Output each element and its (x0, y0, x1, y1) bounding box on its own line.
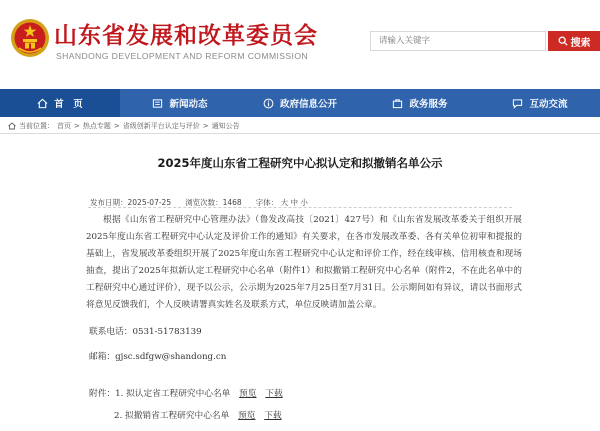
org-name-en: SHANDONG DEVELOPMENT AND REFORM COMMISSION (56, 51, 309, 61)
breadcrumb-separator: > (202, 122, 209, 130)
nav-item-service[interactable] (360, 89, 480, 117)
contact-phone: 联系电话：0531-51783139 (89, 327, 202, 337)
search-icon (558, 36, 568, 46)
attachment-1-download-link[interactable]: 下载 (265, 389, 283, 399)
news-icon (152, 98, 163, 109)
search-input[interactable] (370, 31, 546, 51)
publish-label: 发布日期： (90, 198, 128, 207)
nav-item-news[interactable] (120, 89, 240, 117)
nav-item-home[interactable] (0, 89, 120, 117)
breadcrumb-separator: > (113, 122, 120, 130)
site-header (0, 0, 600, 80)
attachment-2-download-link[interactable]: 下载 (264, 411, 282, 421)
search-button[interactable] (548, 31, 600, 51)
views-value: 1468 (222, 198, 242, 207)
attachment-2-preview-link[interactable]: 预览 (238, 411, 256, 421)
main-nav (0, 89, 600, 117)
chat-icon (512, 98, 523, 109)
contact-email: 邮箱：gjsc.sdfgw@shandong.cn (89, 352, 227, 362)
font-size-small[interactable]: 小 (300, 198, 308, 207)
nav-label: 首 页 (54, 99, 83, 110)
nav-label: 政务服务 (409, 99, 448, 110)
article-body (86, 212, 522, 315)
home-icon (37, 98, 48, 109)
breadcrumb-notices[interactable]: 通知公告 (211, 122, 240, 130)
national-emblem-icon (10, 18, 50, 58)
nav-label: 互动交流 (529, 99, 568, 110)
nav-label: 新闻动态 (169, 99, 208, 110)
article-paragraph: 根据《山东省工程研究中心管理办法》（鲁发改高技〔2021〕427号）和《山东省发展改革委关于组织开展2025年度山东省工程研究中心认定及评价工作的通知》有关要求，在各市发展改革委、各有关单位初审和提报的基础上，省发展改革委组织开展了2025年度山东省工程研究中心认定和评价工作，经在线审核、信用核查和现场抽查，提出了2025年拟新认定工程研究中心名单（附件1）和拟撤销工程研究中心名单（附件2，不在此名单中的工程研究中心通过评价），现予以公示，公示期为2025年7月25日至7月31日。公示期间如有异议，请以书面形式将意见反馈我们，个人反映请署真实姓名及联系方式，单位反映请加盖公章。 (86, 215, 522, 311)
breadcrumb-prefix: 当前位置： (19, 122, 54, 130)
publish-date-value: 2025-07-25 (127, 198, 172, 207)
nav-item-info[interactable] (240, 89, 360, 117)
attachment-2-title: 2. 拟撤销省工程研究中心名单 (114, 411, 230, 421)
attachment-1-title: 附件：1. 拟认定省工程研究中心名单 (89, 389, 231, 399)
breadcrumb-innovation-platform[interactable]: 省级创新平台认定与评价 (122, 122, 200, 130)
breadcrumb (8, 121, 240, 131)
divider (0, 133, 600, 134)
attachment-2 (114, 409, 282, 421)
attachment-1-preview-link[interactable]: 预览 (239, 389, 257, 399)
breadcrumb-home[interactable]: 首页 (57, 122, 71, 130)
font-size-label: 字体： (255, 198, 279, 207)
views-label: 浏览次数： (185, 198, 223, 207)
meta-divider (88, 207, 512, 208)
nav-label: 政府信息公开 (279, 99, 337, 110)
font-size-medium[interactable]: 中 (290, 198, 298, 207)
attachment-1 (89, 387, 283, 399)
nav-item-interaction[interactable] (480, 89, 600, 117)
breadcrumb-hot-topics[interactable]: 热点专题 (82, 122, 111, 130)
search-button-label: 搜索 (570, 37, 591, 49)
org-name: 山东省发展和改革委员会 (54, 22, 318, 49)
service-icon (392, 98, 403, 109)
breadcrumb-separator: > (74, 122, 80, 130)
info-icon (263, 98, 274, 109)
font-size-large[interactable]: 大 (280, 198, 289, 207)
location-icon (8, 122, 16, 130)
article-title: 2025年度山东省工程研究中心拟认定和拟撤销名单公示 (157, 156, 443, 170)
